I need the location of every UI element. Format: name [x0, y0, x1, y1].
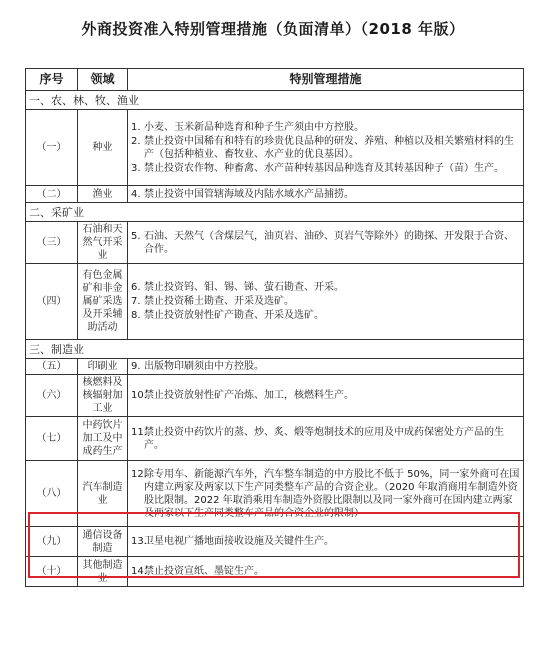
document-title: 外商投资准入特别管理措施（负面清单）（2018 年版）	[81, 20, 465, 38]
measure-item	[131, 281, 520, 294]
section-title: 三、制造业	[26, 340, 524, 359]
table-row	[26, 186, 524, 203]
row-measures	[128, 186, 524, 203]
measure-number: 11.	[131, 426, 147, 438]
measure-text: 石油、天然气（含煤层气，油页岩、油砂、页岩气等除外）的勘探、开发限于合资、合作。	[144, 230, 514, 255]
measure-text: 禁止投资农作物、种畜禽、水产苗种转基因品种选育及其转基因种子（苗）生产。	[144, 162, 504, 174]
row-measures	[128, 375, 524, 417]
table-row	[26, 264, 524, 340]
row-field: 汽车制造业	[78, 461, 128, 527]
row-seq: （八）	[26, 461, 78, 527]
row-field: 核燃料及核辐射加工业	[78, 375, 128, 417]
row-seq: （四）	[26, 264, 78, 340]
table-header-row	[26, 69, 524, 91]
row-field: 种业	[78, 110, 128, 186]
measure-text: 禁止投资钨、钼、锡、锑、萤石勘查、开采。	[144, 282, 344, 293]
row-seq: （五）	[26, 359, 78, 375]
section-row	[26, 340, 524, 359]
measure-number: 13.	[131, 536, 147, 547]
row-seq: （六）	[26, 375, 78, 417]
section-row	[26, 203, 524, 222]
section-title: 二、采矿业	[26, 203, 524, 222]
measure-number: 9.	[131, 361, 141, 372]
header-seq: 序号	[26, 69, 78, 91]
row-seq: （十）	[26, 557, 78, 587]
measure-text: 禁止投资中药饮片的蒸、炒、炙、煅等炮制技术的应用及中成药保密处方产品的生产。	[144, 426, 504, 451]
header-measures: 特别管理措施	[128, 69, 524, 91]
measure-item	[131, 309, 520, 322]
measure-text: 除专用车、新能源汽车外，汽车整车制造的中方股比不低于 50%，同一家外商可在国内建立两家及两家以下生产同类整车产品的合资企业。（2020 年取消商用车制造外资股比限制。2022 年取消乘用车制造外资股比限制以及同一家外商可在国内建立两家及两家以下生产同类整车产品的合资企业的限制）	[144, 468, 520, 519]
measure-number: 4.	[131, 188, 141, 200]
row-seq: （九）	[26, 527, 78, 557]
row-seq: （一）	[26, 110, 78, 186]
row-measures	[128, 110, 524, 186]
measure-number: 12.	[131, 468, 147, 480]
measure-number: 14.	[131, 566, 147, 577]
row-field: 中药饮片加工及中成药生产	[78, 417, 128, 461]
row-field: 石油和天然气开采业	[78, 222, 128, 264]
negative-list-table	[25, 68, 524, 587]
measure-number: 6.	[131, 282, 141, 293]
table-row	[26, 375, 524, 417]
measure-text: 禁止投资中国稀有和特有的珍贵优良品种的研发、养殖、种植以及相关繁殖材料的生产（包括种植业、畜牧业、水产业的优良基因）。	[144, 135, 514, 160]
measure-item	[131, 295, 520, 308]
measure-number: 2.	[131, 135, 141, 147]
row-measures	[128, 417, 524, 461]
measure-item	[131, 121, 520, 134]
table-row	[26, 417, 524, 461]
measure-item	[131, 389, 520, 402]
measure-text: 禁止投资稀土勘查、开采及选矿。	[144, 296, 294, 307]
measure-text: 卫星电视广播地面接收设施及关键件生产。	[144, 536, 334, 547]
row-measures	[128, 264, 524, 340]
header-field: 领域	[78, 69, 128, 91]
table-row	[26, 222, 524, 264]
measure-item	[131, 162, 520, 175]
row-field: 渔业	[78, 186, 128, 203]
measure-number: 8.	[131, 310, 141, 321]
measure-item	[131, 188, 520, 201]
measure-text: 禁止投资放射性矿产勘查、开采及选矿。	[144, 310, 324, 321]
measure-number: 5.	[131, 230, 141, 242]
measure-text: 禁止投资中国管辖海域及内陆水域水产品捕捞。	[144, 188, 354, 200]
measure-text: 禁止投资宣纸、墨锭生产。	[144, 566, 264, 577]
measure-item	[131, 230, 520, 256]
highlight-box	[28, 512, 520, 578]
measure-number: 3.	[131, 162, 141, 174]
row-measures	[128, 222, 524, 264]
row-field: 其他制造业	[78, 557, 128, 587]
section-row	[26, 91, 524, 110]
measure-item	[131, 426, 520, 452]
measure-number: 7.	[131, 296, 141, 307]
measure-text: 出版物印刷须由中方控股。	[144, 361, 264, 372]
measure-item	[131, 360, 520, 373]
table-row	[26, 359, 524, 375]
row-seq: （二）	[26, 186, 78, 203]
row-seq: （三）	[26, 222, 78, 264]
table-row	[26, 110, 524, 186]
measure-text: 禁止投资放射性矿产冶炼、加工，核燃料生产。	[144, 390, 354, 401]
row-measures	[128, 359, 524, 375]
measure-number: 10.	[131, 390, 147, 401]
row-field: 印刷业	[78, 359, 128, 375]
row-field: 有色金属矿和非金属矿采选及开采辅助活动	[78, 264, 128, 340]
section-title: 一、农、林、牧、渔业	[26, 91, 524, 110]
row-seq: （七）	[26, 417, 78, 461]
measure-item	[131, 135, 520, 161]
measure-number: 1.	[131, 121, 141, 133]
measure-text: 小麦、玉米新品种选育和种子生产须由中方控股。	[144, 121, 364, 133]
row-field: 通信设备制造	[78, 527, 128, 557]
